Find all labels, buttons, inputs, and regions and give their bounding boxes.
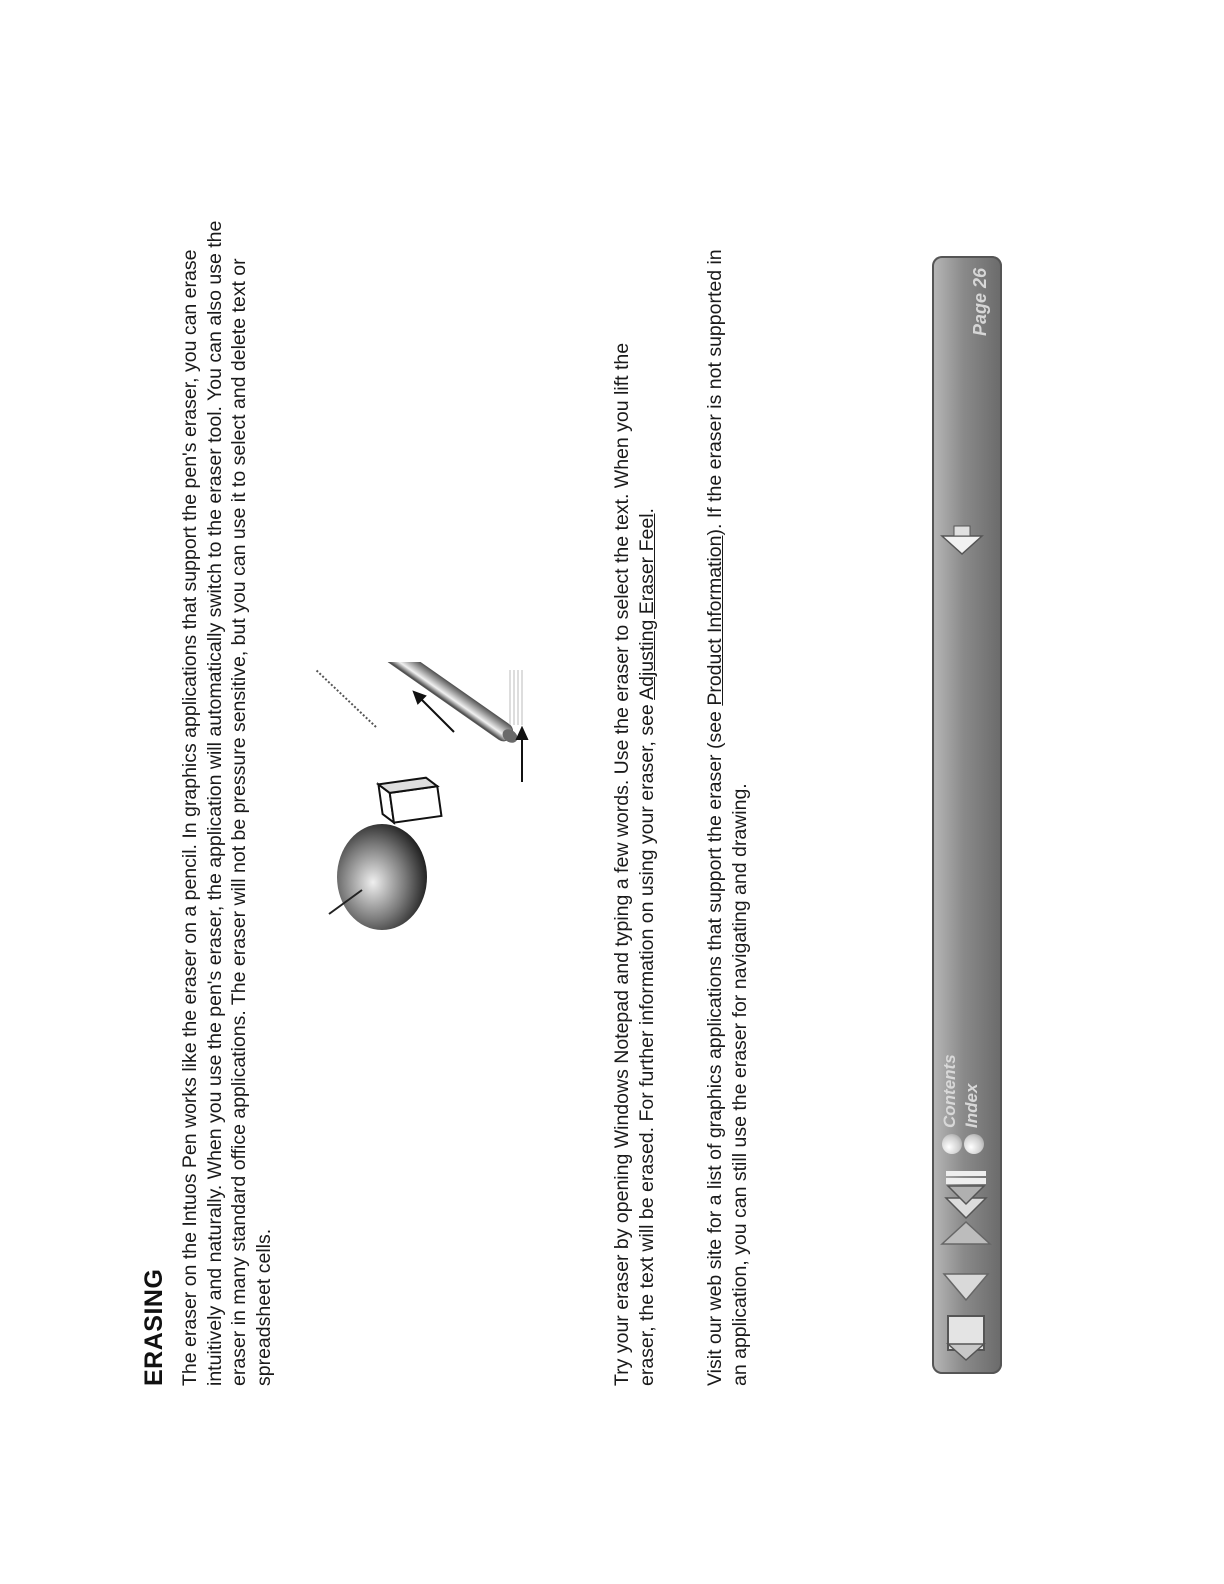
web-site-text: Visit our web site for a list of graphics applications that support the eraser (see: [704, 705, 726, 1386]
index-label: Index: [962, 1083, 981, 1128]
next-page-icon: [938, 1218, 994, 1274]
adjusting-eraser-feel-link[interactable]: Adjusting Eraser Feel: [635, 513, 658, 700]
page-title: ERASING: [140, 1268, 168, 1386]
eraser-block-icon: [378, 776, 441, 824]
home-button[interactable]: [938, 1308, 994, 1364]
product-information-link[interactable]: Product Information: [704, 535, 726, 706]
manual-page: [92, 142, 990, 1402]
contents-label: Contents: [940, 1054, 959, 1128]
back-icon: [938, 1168, 994, 1224]
web-site-paragraph: [703, 246, 752, 1386]
page-number: Page 26: [970, 267, 990, 336]
up-arrow-icon: [517, 728, 527, 782]
index-bullet-icon: [964, 1134, 984, 1154]
navigation-bar: [932, 256, 1002, 1374]
contents-bullet-icon: [942, 1134, 962, 1154]
pen-eraser-illustration: [314, 662, 574, 932]
intro-paragraph: The eraser on the Intuos Pen works like the eraser on a pencil. In graphics applications that support the pen's eraser, you can erase intuitively and naturally. When you use the pen's eraser, the application will automatically switch to the eraser tool. You can also use the eraser in many standard office applications. The eraser will not be pressure sensitive, but you can use it to select and delete text or spreadsheet cells.: [179, 220, 275, 1386]
try-eraser-text: Try your eraser by opening Windows Notepad and typing a few words. Use the eraser to select the text. When you lift the eraser, the text will be erased. For further information on using your eraser, see: [611, 342, 658, 1386]
up-icon: [938, 508, 994, 564]
web-site-text-end: ). If the eraser is not supported in an application, you can still use the eraser for navigating and drawing.: [704, 249, 751, 1386]
back-button[interactable]: [938, 1168, 994, 1224]
motion-trail: [510, 670, 522, 725]
index-button[interactable]: [962, 1000, 992, 1160]
eraser-cursor-sphere: [329, 824, 427, 930]
try-eraser-text-end: .: [635, 508, 658, 514]
home-icon: [938, 1308, 994, 1364]
up-button[interactable]: [938, 508, 994, 564]
try-eraser-paragraph: [610, 296, 659, 1386]
next-page-button[interactable]: [938, 1218, 994, 1274]
